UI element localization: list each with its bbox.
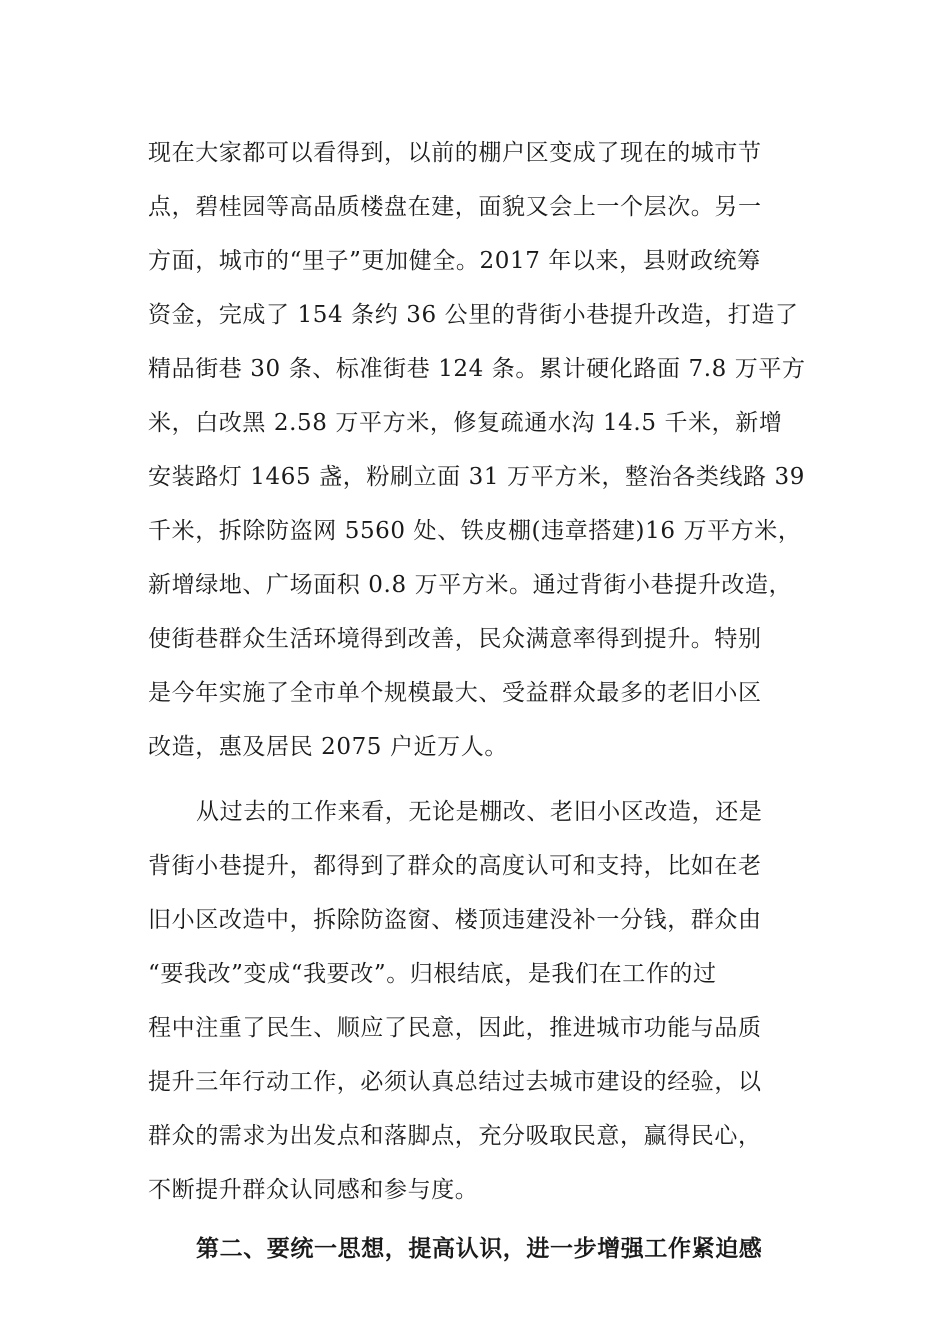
paragraph-1-line-7: 安装路灯 1465 盏，粉刷立面 31 万平方米，整治各类线路 39 (148, 464, 806, 490)
paragraph-1-line-10: 使街巷群众生活环境得到改善，民众满意率得到提升。特别 (148, 626, 762, 652)
paragraph-2-line-2: 背街小巷提升，都得到了群众的高度认可和支持，比如在老 (148, 853, 762, 879)
paragraph-1-line-4: 资金，完成了 154 条约 36 公里的背街小巷提升改造，打造了 (148, 302, 799, 328)
paragraph-1-line-8: 千米，拆除防盗网 5560 处、铁皮棚(违章搭建)16 万平方米， (148, 518, 802, 544)
paragraph-1-line-12: 改造，惠及居民 2075 户近万人。 (148, 734, 508, 760)
paragraph-2-line-1: 从过去的工作来看，无论是棚改、老旧小区改造，还是 (196, 799, 763, 825)
paragraph-1-line-11: 是今年实施了全市单个规模最大、受益群众最多的老旧小区 (148, 680, 762, 706)
paragraph-2-line-7: 群众的需求为出发点和落脚点，充分吸取民意，赢得民心， (148, 1123, 762, 1149)
paragraph-2-line-3: 旧小区改造中，拆除防盗窗、楼顶违建没补一分钱，群众由 (148, 907, 762, 933)
paragraph-1-line-3: 方面，城市的“里子”更加健全。2017 年以来，县财政统筹 (148, 248, 761, 274)
paragraph-2-line-6: 提升三年行动工作，必须认真总结过去城市建设的经验，以 (148, 1069, 762, 1095)
paragraph-1-line-2: 点，碧桂园等高品质楼盘在建，面貌又会上一个层次。另一 (148, 194, 762, 220)
paragraph-2-line-5: 程中注重了民生、顺应了民意，因此，推进城市功能与品质 (148, 1015, 762, 1041)
section-heading: 第二、要统一思想，提高认识，进一步增强工作紧迫感 (196, 1236, 763, 1262)
paragraph-1-line-5: 精品街巷 30 条、标准街巷 124 条。累计硬化路面 7.8 万平方 (148, 356, 806, 382)
paragraph-1-line-9: 新增绿地、广场面积 0.8 万平方米。通过背街小巷提升改造， (148, 572, 793, 598)
paragraph-2-line-8: 不断提升群众认同感和参与度。 (148, 1177, 479, 1203)
paragraph-1-line-1: 现在大家都可以看得到，以前的棚户区变成了现在的城市节 (148, 140, 762, 166)
paragraph-2-line-4: “要我改”变成“我要改”。归根结底，是我们在工作的过 (148, 961, 717, 987)
paragraph-1-line-6: 米，白改黑 2.58 万平方米，修复疏通水沟 14.5 千米，新增 (148, 410, 783, 436)
